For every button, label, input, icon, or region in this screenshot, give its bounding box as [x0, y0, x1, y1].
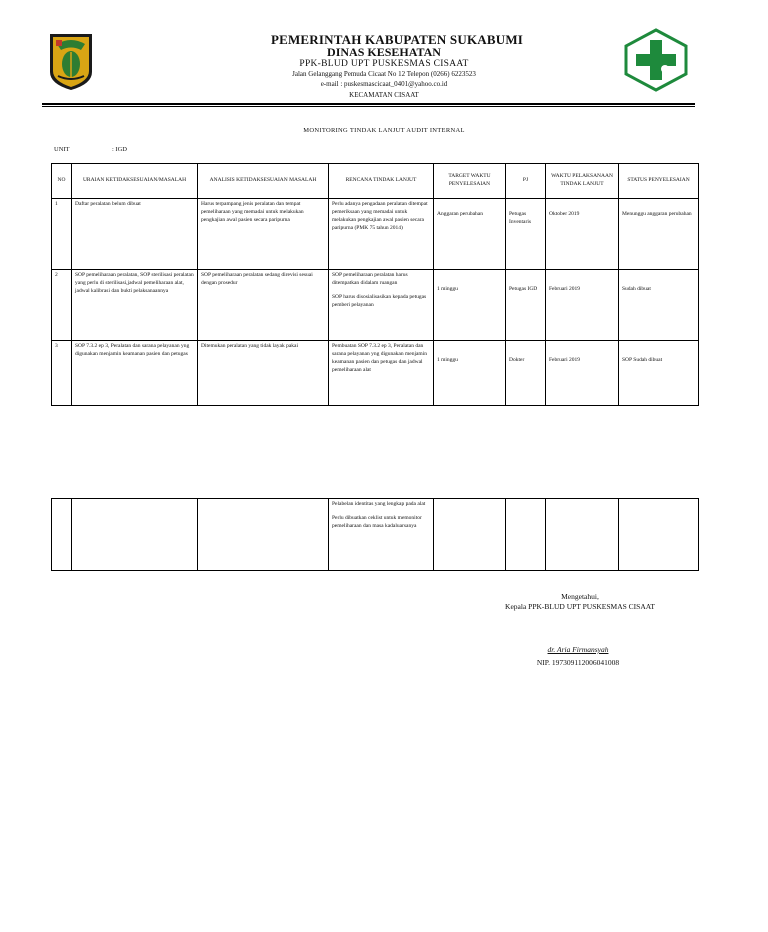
cell-rencana: [329, 499, 434, 571]
cell-rencana: Perlu adanya pengadaan peralatan ditempat pemeriksaan yang memadai untuk melakukan pengkajian awal pasien secara paripurna (PMK 75 tahun 2014): [329, 199, 434, 270]
cell-analisis: Harus terpampang jenis peralatan dan tempat pemeliharaan yang memadai untuk melakukan pengkajian awal pasien secara paripurna: [198, 199, 329, 270]
cell-analisis: Ditemukan peralatan yang tidak layak pakai: [198, 341, 329, 406]
signature-nip: NIP. 197309112006041008: [536, 658, 620, 667]
cell-waktu: Februari 2019: [546, 341, 619, 406]
cell-pj: [506, 499, 546, 571]
cell-rencana: [329, 270, 434, 341]
cell-status: [619, 499, 699, 571]
cell-no: [52, 499, 72, 571]
header-rule-thick: [42, 103, 695, 105]
header-department: DINAS KESEHATAN: [327, 45, 441, 59]
unit-value: : IGD: [112, 146, 127, 153]
cell-rencana: Pembuatan SOP 7.3.2 ep 3, Peralatan dan sarana pelayanan yng digunakan menjamin keamanan pasien dan petugas dan jadwal pemeliharaan alat: [329, 341, 434, 406]
cell-status: Sudah dibuat: [619, 270, 699, 341]
header-rencana: RENCANA TINDAK LANJUT: [329, 164, 434, 199]
rencana-item: SOP pemeliharaan peralatan harus ditempatkan didalam ruangan: [332, 272, 408, 286]
table-row: [52, 270, 699, 341]
monitoring-table-continued: [51, 498, 699, 571]
cell-uraian: Daftar peralatan belum dibuat: [72, 199, 198, 270]
cell-pj: Dokter: [506, 341, 546, 406]
monitoring-table: [51, 163, 699, 406]
cell-pj: Petugas IGD: [506, 270, 546, 341]
cell-target: 1 minggu: [434, 341, 506, 406]
cell-status: Menunggu anggaran perubahan: [619, 199, 699, 270]
signature-acknowledged: Mengetahui,: [561, 592, 599, 601]
cell-status: SOP Sudah dibuat: [619, 341, 699, 406]
header-uraian: URAIAN KETIDAKSESUAIAN/MASALAH: [72, 164, 198, 199]
header-email: e-mail : puskesmascicaat_0401@yahoo.co.id: [320, 80, 448, 88]
cell-no: 3: [52, 341, 72, 406]
header-pj: PJ: [506, 164, 546, 199]
cell-waktu: [546, 499, 619, 571]
rencana-item: SOP harus disosialisasikan kepada petugas pemberi pelayanan: [332, 293, 427, 308]
rencana-item: Pelabelan identitas yang lengkap pada alat: [332, 501, 426, 507]
cell-no: 1: [52, 199, 72, 270]
header-target: TARGET WAKTU PENYELESAIAN: [434, 164, 506, 199]
cell-waktu: Februari 2019: [546, 270, 619, 341]
header-government: PEMERINTAH KABUPATEN SUKABUMI: [270, 32, 524, 47]
header-institution: PPK-BLUD UPT PUSKESMAS CISAAT: [299, 59, 469, 69]
signature-name: dr. Aria Firmansyah: [547, 645, 609, 654]
header-waktu: WAKTU PELAKSANAAN TINDAK LANJUT: [546, 164, 619, 199]
cell-no: 2: [52, 270, 72, 341]
table-row: [52, 341, 699, 406]
header-district: KECAMATAN CISAAT: [349, 91, 419, 99]
cell-target: [434, 499, 506, 571]
cell-analisis: [198, 499, 329, 571]
cell-uraian: [72, 499, 198, 571]
document-title: MONITORING TINDAK LANJUT AUDIT INTERNAL: [303, 127, 465, 134]
unit-label: UNIT: [54, 146, 70, 153]
header-no: NO: [52, 164, 72, 199]
cell-analisis: SOP pemeliharaan peralatan sedang direvisi sesuai dengan prosedur: [198, 270, 329, 341]
cell-target: 1 minggu: [434, 270, 506, 341]
table-row: [52, 199, 699, 270]
cell-pj: Petugas Inventaris: [506, 199, 546, 270]
table-header-row: [52, 164, 699, 199]
header-address: Jalan Gelanggang Pemuda Cicaat No 12 Telepon (0266) 6223523: [292, 70, 476, 78]
cell-target: Anggaran perubahan: [434, 199, 506, 270]
rencana-item: Perlu dibuatkan ceklist untuk memonitor pemeliharaan dan masa kadaluarsanya: [332, 514, 422, 529]
header-status: STATUS PENYELESAIAN: [619, 164, 699, 199]
table-row: [52, 499, 699, 571]
cell-uraian: SOP 7.3.2 ep 3, Peralatan dan sarana pelayanan yng digunakan menjamin keamanan pasien dan petugas: [72, 341, 198, 406]
signature-position: Kepala PPK-BLUD UPT PUSKESMAS CISAAT: [505, 602, 655, 611]
header-rule-thin: [42, 106, 695, 107]
header-analisis: ANALISIS KETIDAKSESUAIAN MASALAH: [198, 164, 329, 199]
cell-uraian: SOP pemeliharaan peralatan, SOP sterilisasi peralatan yang perlu di sterilisasi,jadwal pemeliharaan alat, jadwal kalibrasi dan bukti pelaksanaannya: [72, 270, 198, 341]
cell-waktu: Oktober 2019: [546, 199, 619, 270]
